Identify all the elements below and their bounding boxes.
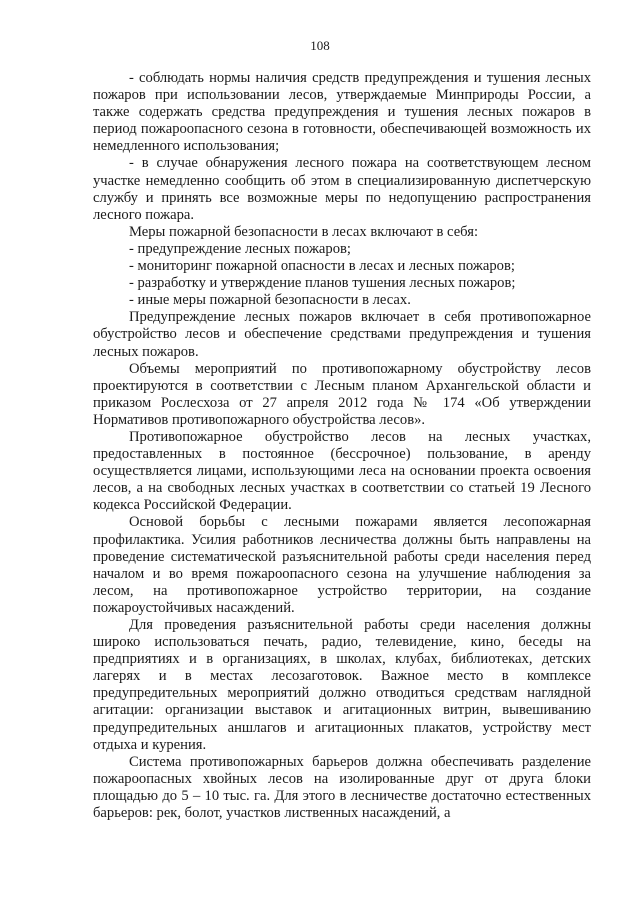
paragraph-safety-measures-intro: Меры пожарной безопасности в лесах включают в себя: bbox=[129, 223, 478, 240]
paragraph-volumes: Объемы мероприятий по противопожарному обустройству лесов проектируются в соответствии с Лесным планом Архангельской области и приказом Рослесхоза от 27 апреля 2012 года № 174 «Об утверждении Нормативов противопожарного обустройства лесов». bbox=[93, 360, 591, 428]
list-item-planning: - разработку и утверждение планов тушения лесных пожаров; bbox=[129, 275, 516, 292]
paragraph-prevention: Предупреждение лесных пожаров включает в себя противопожарное обустройство лесов и обеспечение средствами предупреждения и тушения лесных пожаров. bbox=[93, 309, 591, 360]
paragraph-barriers: Система противопожарных барьеров должна обеспечивать разделение пожароопасных хвойных лесов на изолированные друг от друга блоки площадью до 5 – 10 тыс. га. Для этого в лесничестве достаточно естественных барьеров: рек, болот, участков лиственных насаждений, а bbox=[93, 753, 591, 822]
paragraph-outreach: Для проведения разъяснительной работы среди населения должны широко использоваться печать, радио, телевидение, кино, беседы на предприятиях и в организациях, в школах, клубах, библиотеках, детских лагерях и в местах лесозаготовок. Важное место в комплексе предупредительных мероприятий должно отводиться средствам наглядной агитации: организации выставок и агитационных витрин, вывешиванию предупредительных аншлагов и агитационных плакатов, устройству мест отдыха и курения. bbox=[93, 617, 591, 753]
document-body bbox=[93, 70, 591, 822]
paragraph-fire-report: - в случае обнаружения лесного пожара на соответствующем лесном участке немедленно сообщить об этом в специализированную диспетчерскую службу и принять все возможные меры по недопущению распространения лесного пожара. bbox=[93, 155, 591, 223]
paragraph-arrangement: Противопожарное обустройство лесов на лесных участках, предоставленных в постоянное (бессрочное) пользование, в аренду осуществляется лицами, использующими леса на основании проекта освоения лесов, а на свободных лесных участках в соответствии со статьей 19 Лесного кодекса Российской Федерации. bbox=[93, 428, 591, 514]
list-item-monitoring: - мониторинг пожарной опасности в лесах и лесных пожаров; bbox=[129, 258, 515, 275]
list-item-prevention: - предупреждение лесных пожаров; bbox=[129, 240, 351, 257]
paragraph-norms: - соблюдать нормы наличия средств предупреждения и тушения лесных пожаров при использовании лесов, утверждаемые Минприроды России, а также содержать средства предупреждения и тушения лесных пожаров в период пожароопасного сезона в готовности, обеспечивающей возможность их немедленного использования; bbox=[93, 70, 591, 155]
page-number: 108 bbox=[310, 38, 330, 53]
list-item-other-measures: - иные меры пожарной безопасности в лесах. bbox=[129, 292, 411, 309]
paragraph-prophylaxis: Основой борьбы с лесными пожарами является лесопожарная профилактика. Усилия работников лесничества должны быть направлены на проведение систематической разъяснительной работы среди населения перед началом и во время пожароопасного сезона на улучшение наблюдения за лесом, на противопожарное устройство территории, на создание пожароустойчивых насаждений. bbox=[93, 514, 591, 616]
